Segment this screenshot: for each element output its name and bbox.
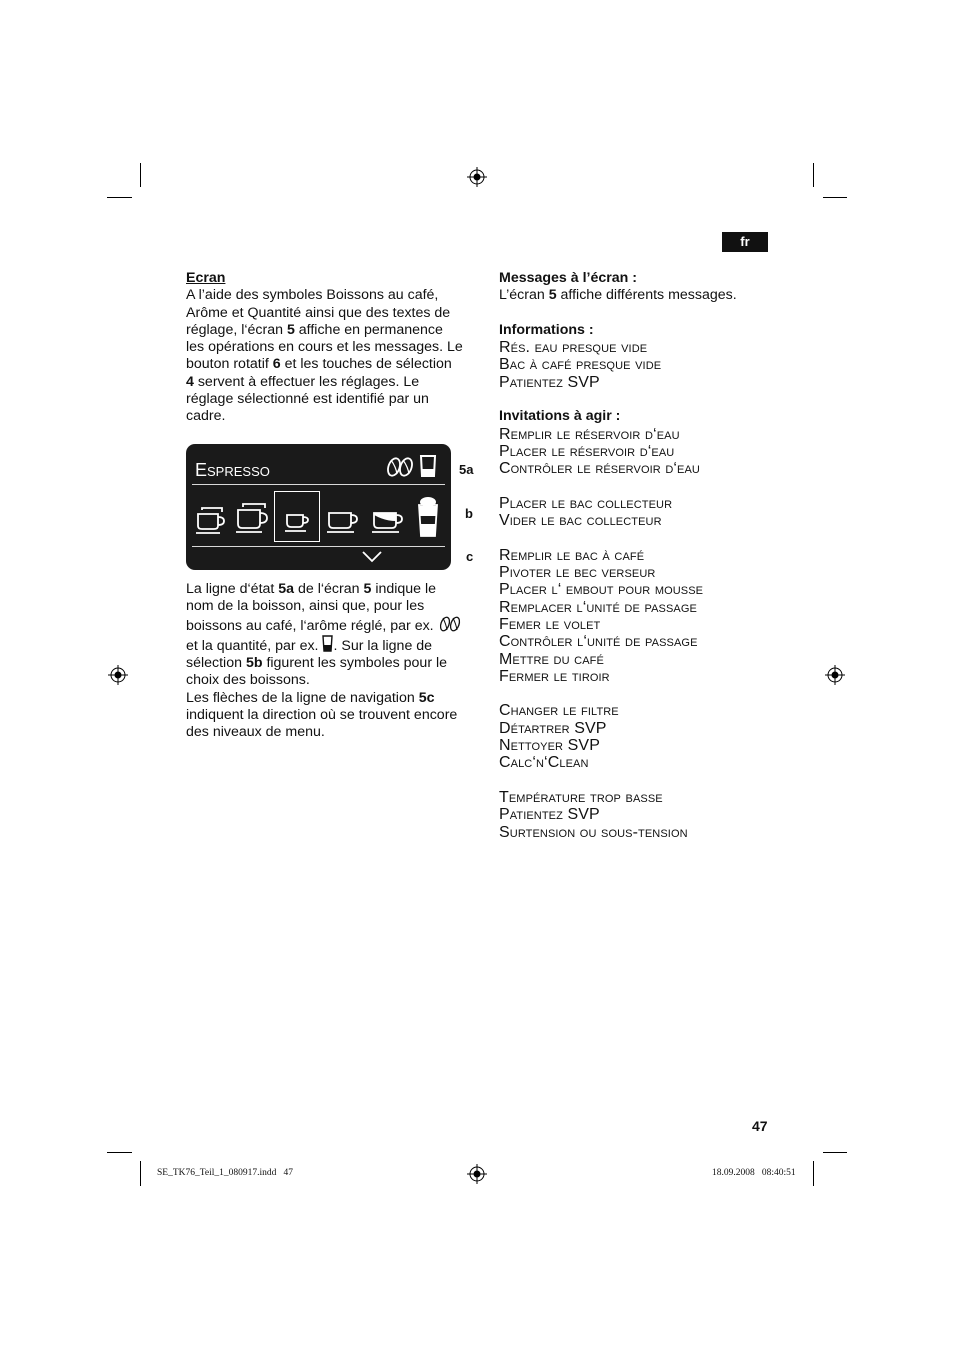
message-item: Détartrer SVP xyxy=(499,719,607,737)
message-item: Calc‘n‘Clean xyxy=(499,754,589,772)
footer-file-info: SE_TK76_Teil_1_080917.indd 47 xyxy=(157,1168,294,1178)
callout-c: c xyxy=(466,549,474,564)
messages-heading: Messages à l’écran : xyxy=(499,270,638,286)
paragraph-line: Arôme et Quantité ainsi que des textes de xyxy=(186,304,451,321)
paragraph-line: La ligne d‘état 5a de l‘écran 5 indique le xyxy=(186,581,437,597)
registration-mark-icon xyxy=(467,167,487,187)
section-heading: Ecran xyxy=(186,270,226,286)
page-number: 47 xyxy=(752,1118,768,1134)
paragraph-line: sélection 5b figurent les symboles pour le xyxy=(186,655,448,672)
drink-icon-cappuccino xyxy=(371,507,405,535)
paragraph-line: bouton rotatif 6 et les touches de sélection xyxy=(186,356,452,373)
callout-5a: 5a xyxy=(459,462,474,477)
message-item: Vider le bac collecteur xyxy=(499,512,662,530)
quantity-cup-icon xyxy=(322,635,333,652)
message-item: Bac à café presque vide xyxy=(499,356,662,374)
registration-mark-icon xyxy=(825,665,845,685)
beverage-name: Espresso xyxy=(195,460,270,480)
message-item: Contrôler l‘unité de passage xyxy=(499,633,698,651)
message-item: Placer le bac collecteur xyxy=(499,494,673,512)
chevron-down-icon xyxy=(361,549,383,563)
paragraph-line: boissons au café, l‘arôme réglé, par ex. xyxy=(186,616,476,635)
message-item: Nettoyer SVP xyxy=(499,737,600,755)
quantity-cup-icon xyxy=(419,454,437,478)
message-item: Remplacer l‘unité de passage xyxy=(499,598,697,616)
paragraph-line: 4 servent à effectuer les réglages. Le xyxy=(186,373,420,390)
message-item: Remplir le réservoir d‘eau xyxy=(499,425,680,443)
paragraph-line: réglage sélectionné est identifié par un xyxy=(186,391,429,408)
message-item: Contrôler le réservoir d‘eau xyxy=(499,460,700,478)
message-item: Mettre du café xyxy=(499,650,604,668)
message-item: Femer le volet xyxy=(499,615,601,633)
message-item: Rés. eau presque vide xyxy=(499,339,648,357)
drink-icon-coffee-cup xyxy=(326,507,360,535)
crop-mark xyxy=(813,163,814,187)
paragraph-line: nom de la boisson, ainsi que, pour les xyxy=(186,598,425,615)
drink-icon-large-mug xyxy=(234,502,270,536)
paragraph-line: et la quantité, par ex. . Sur la ligne de xyxy=(186,635,476,655)
display-description xyxy=(186,581,476,742)
paragraph-line: des niveaux de menu. xyxy=(186,724,325,741)
crop-mark xyxy=(813,1161,814,1186)
language-tab: fr xyxy=(722,232,768,252)
registration-mark-icon xyxy=(467,1164,487,1184)
drink-icon-latte-glass xyxy=(416,496,440,538)
paragraph-line: Les flèches de la ligne de navigation 5c xyxy=(186,689,435,706)
crop-mark xyxy=(107,197,132,198)
message-item: Patientez SVP xyxy=(499,806,600,824)
message-item: Changer le filtre xyxy=(499,702,619,720)
paragraph-line: réglage, l‘écran 5 affiche en permanence xyxy=(186,321,443,338)
message-item: Placer l‘ embout pour mousse xyxy=(499,581,704,599)
info-heading: Informations : xyxy=(499,321,594,338)
drink-icon-double-mug xyxy=(194,504,228,536)
callout-b: b xyxy=(465,506,473,521)
action-heading: Invitations à agir : xyxy=(499,408,621,425)
paragraph-line: les opérations en cours et les messages. Le xyxy=(186,339,463,356)
display-illustration xyxy=(186,444,451,570)
status-line-divider xyxy=(192,484,445,485)
paragraph-line: choix des boissons. xyxy=(186,672,310,689)
registration-mark-icon xyxy=(108,665,128,685)
crop-mark xyxy=(823,197,847,198)
message-item: Fermer le tiroir xyxy=(499,667,610,685)
crop-mark xyxy=(140,163,141,187)
message-item: Placer le réservoir d‘eau xyxy=(499,442,675,460)
paragraph-line: indiquent la direction où se trouvent encore xyxy=(186,707,458,724)
aroma-beans-icon xyxy=(438,616,462,632)
aroma-beans-icon xyxy=(386,456,414,478)
crop-mark xyxy=(823,1152,847,1153)
paragraph-line: cadre. xyxy=(186,408,226,425)
paragraph-line: A l’aide des symboles Boissons au café, xyxy=(186,287,439,304)
paragraph-line: L’écran 5 affiche différents messages. xyxy=(499,287,737,304)
footer-timestamp: 18.09.2008 08:40:51 xyxy=(712,1168,796,1178)
left-column xyxy=(186,270,476,426)
message-item: Température trop basse xyxy=(499,788,663,806)
crop-mark xyxy=(107,1152,132,1153)
message-item: Patientez SVP xyxy=(499,373,600,391)
message-item: Pivoter le bec verseur xyxy=(499,564,656,582)
crop-mark xyxy=(140,1161,141,1186)
message-item: Surtension ou sous-tension xyxy=(499,823,688,841)
drink-icon-espresso-cup xyxy=(284,510,312,534)
message-item: Remplir le bac à café xyxy=(499,546,645,564)
right-column xyxy=(499,270,799,841)
selection-line-divider xyxy=(192,546,445,547)
